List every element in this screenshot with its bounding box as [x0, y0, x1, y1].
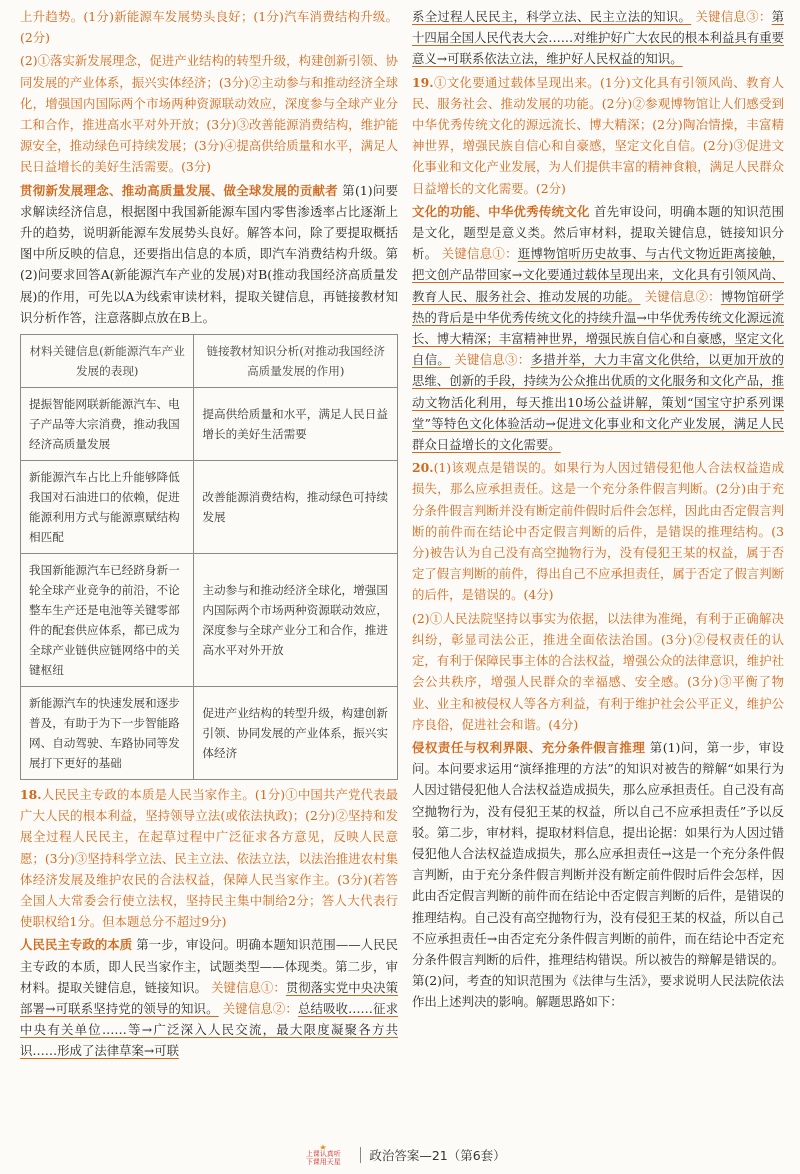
table-header: 链接教材知识分析(对推动我国经济高质量发展的作用) — [194, 335, 398, 388]
analysis-text: 第一步，审设问。明确本题知识范围——人民民主专政的本质，即人民当家作主，试题类型——体现类。第二步，审材料。提取关键信息，链接知识。 — [20, 937, 399, 995]
q18-analysis — [20, 934, 398, 1061]
key-info-label: 关键信息①： — [441, 246, 518, 262]
analysis-text: 系全过程人民民主，科学立法、民主立法的知识。 — [412, 9, 692, 24]
q17-analysis — [20, 180, 398, 328]
analysis-text: 首先审设问，明确本题的知识范围是文化，题型是意义类。然后审材料，提取关键信息，链接知识分析。 — [412, 203, 785, 262]
q18-analysis-cont — [412, 6, 784, 70]
table-header-row — [21, 335, 398, 388]
footer-divider — [360, 1147, 361, 1163]
answer-text: (1)该观点是错误的。如果行为人因过错侵犯他人合法权益造成损失，那么应承担责任。这是一个充分条件假言判断。(2分)由于充分条件假言判断并没有断定前件假时后件会怎样，因此由否定假言判断的前件而在结论中否定假言判断的后件，是错误的推理结构。(3分)被告认为自己没有高空抛物行为，没有侵犯王某的权益，属于否定了假言判断的前件，得出自己不应承担责任，属于否定了假言判断的后件，是错误的。(4分) — [412, 460, 784, 603]
left-column — [20, 6, 398, 1064]
q20-answer-part2: (2)①人民法院坚持以事实为依据，以法律为准绳，有利于正确解决纠纷，彰显司法公正，推进全面依法治国。(3分)②侵权责任的认定，有利于保障民事主体的合法权益，增强公众的法律意识，维护社会公共秩序，增强人民群众的幸福感、安全感。(3分)③平衡了物业、业主和被侵权人等各方利益，有利于维护社会公平正义，维护公序良俗，促进社会和谐。(4分) — [412, 610, 784, 732]
analysis-text: 第(1)问，第一步，审设问。本问要求运用“演绎推理的方法”的知识对被告的辩解“如果行为人因过错侵犯他人合法权益造成损失，那么应承担责任。自己没有高空抛物行为，没有侵犯王某的权益，所以自己不应承担责任”予以反驳。第二步，审材料，提取材料信息，提出论据：如果行为人因过错侵犯他人合法权益造成损失，那么应承担责任→这是一个充分条件假言判断，由于充分条件假言判断并没有断定前件假时后件会怎样，因此由否定假言判断的前件而在结论中否定假言判断的后件，是错误的推理结构。自己没有高空抛物行为，没有侵犯王某的权益，所以自己不应承担责任→由否定充分条件假言判断的前件，而在结论中否定充分条件假言判断的后件，推理结构错误。所以被告的辩解是错误的。第(2)问，考查的知识范围为《法律与生活》，要求说明人民法院依法作出上述判决的影响。解题思路如下： — [412, 739, 784, 1010]
key-info-label: 关键信息①： — [211, 979, 286, 995]
table-row — [21, 554, 398, 687]
right-column — [412, 6, 784, 1015]
q19-answer — [412, 72, 784, 199]
logo-text-bottom: 下课用天星 — [305, 1158, 341, 1166]
q19-analysis — [412, 201, 784, 455]
analysis-text: 贯彻落实党中央决策部署→可联系坚持党的领导的知识。 — [20, 979, 399, 1017]
logo-text-top: 上课认真听 — [305, 1150, 341, 1158]
table-row — [21, 687, 398, 780]
section-heading: 贯彻新发展理念、推动高质量发展、做全球发展的贡献者 — [20, 182, 338, 198]
question-number: 18. — [20, 787, 42, 803]
key-info-label: 关键信息②： — [222, 1001, 298, 1017]
table-cell: 提高供给质量和水平，满足人民日益增长的美好生活需要 — [194, 388, 398, 461]
analysis-text: 第十四届全国人民代表大会……对维护好广大农民的根本利益具有重要意义→可联系依法立法，维护好人民权益的知识。 — [412, 9, 785, 67]
analysis-text: 多措并举，大力丰富文化供给，以更加开放的思维、创新的手段，持续为公众推出优质的文化服务和文化产品，推动文物活化利用，每天推出10场公益讲解，策划“国宝守护系列课堂”等特色文化体验活动→促进文化事业和文化产业发展，满足人民群众日益增长的文化需要。 — [412, 352, 785, 453]
key-info-label: 关键信息③： — [454, 352, 531, 368]
answer-text: 人民民主专政的本质是人民当家作主。(1分)①中国共产党代表最广大人民的根本利益，坚持领导立法(或依法执政)；(2分)②坚持和发展全过程人民民主，在起草过程中广泛征求各方意见，反映人民意愿；(3分)③坚持科学立法、民主立法、依法立法，以法治推进农村集体经济发展及维护农民的合法权益，保障人民当家作主。(3分)(若答全国人大常委会行使立法权，坚持民主集中制给2分；答人大代表行使职权给1分。但本题总分不超过9分) — [20, 787, 398, 930]
analysis-table — [20, 334, 398, 780]
q20-answer-part1 — [412, 457, 784, 605]
analysis-text: 总结吸收……征求中央有关单位……等→广泛深入人民交流，最大限度凝聚各方共识……形成了法律草案→可联 — [20, 1001, 399, 1059]
analysis-text: 第(1)问要求解读经济信息，根据图中我国新能源车国内零售渗透率占比逐渐上升的趋势，说明新能源车发展势头良好。解答本问，除了要提取概括图中所反映的信息，还要指出信息的本质，即汽车消费结构升级。第(2)问要求回答A(新能源汽车产业的发展)对B(推动我国经济高质量发展)的作用，可先以A为线索审读材料，提取关键信息，再链接教材知识分析作答，注意落脚点放在B上。 — [20, 182, 398, 325]
q17-answer-part2: (2)①落实新发展理念，促进产业结构的转型升级，构建创新引领、协同发展的产业体系，振兴实体经济；(3分)②主动参与和推动经济全球化，增强国内国际两个市场两种资源联动效应，深度参与全球产业分工和合作，推进高水平对外开放；(3分)③改善能源消费结构，维护能源安全，推动绿色可持续发展；(3分)④提高供给质量和水平，满足人民日益增长的美好生活需要。(3分) — [20, 53, 398, 175]
q18-answer — [20, 784, 398, 932]
table-cell: 我国新能源汽车已经跻身新一轮全球产业竞争的前沿，不论整车生产还是电池等关键零部件的配套供应体系，都已成为全球产业链供应链网络中的关键枢纽 — [21, 554, 194, 687]
page-label: 政治答案—21（第6套） — [369, 1148, 506, 1163]
answer-text: ①文化要通过载体呈现出来。(1分)文化具有引领风尚、教育人民、服务社会、推动发展的功能。(2分)②参观博物馆让人们感受到中华优秀传统文化的源远流长、博大精深；(2分)陶冶情操，丰富精神世界，增强民族自信心和自豪感，坚定文化自信。(2分)③促进文化事业和文化产业发展，为人们提供丰富的精神食粮，满足人民群众日益增长的文化需要。(2分) — [412, 74, 784, 196]
question-number: 19. — [412, 74, 434, 90]
table-cell: 新能源汽车的快速发展和逐步普及，有助于为下一步智能路网、自动驾驶、车路协同等发展打下更好的基础 — [21, 687, 194, 780]
question-number: 20. — [412, 460, 434, 476]
table-cell: 促进产业结构的转型升级，构建创新引领、协同发展的产业体系，振兴实体经济 — [194, 687, 398, 780]
table-header: 材料关键信息(新能源汽车产业发展的表现) — [21, 335, 194, 388]
key-info-label: 关键信息③： — [695, 9, 772, 24]
table-row — [21, 461, 398, 554]
page-footer — [0, 1140, 800, 1170]
q20-analysis — [412, 737, 784, 1013]
key-info-label: 关键信息②： — [644, 288, 721, 304]
table-cell: 改善能源消费结构，推动绿色可持续发展 — [194, 461, 398, 554]
section-heading: 侵权责任与权利界限、充分条件假言推理 — [412, 739, 646, 755]
analysis-text: 博物馆研学热的背后是中华优秀传统文化的持续升温→中华优秀传统文化源远流长、博大精深；丰富精神世界，增强民族自信心和自豪感，坚定文化自信。 — [412, 288, 785, 368]
analysis-text: 逛博物馆听历史故事、与古代文物近距离接触，把文创产品带回家→文化要通过载体呈现出来，文化具有引领风尚、教育人民、服务社会、推动发展的功能。 — [412, 246, 785, 304]
table-cell: 提振智能网联新能源汽车、电子产品等大宗消费，推动我国经济高质量发展 — [21, 388, 194, 461]
table-cell: 新能源汽车占比上升能够降低我国对石油进口的依赖，促进能源利用方式与能源禀赋结构相匹配 — [21, 461, 194, 554]
publisher-logo — [294, 1144, 352, 1166]
table-cell: 主动参与和推动经济全球化，增强国内国际两个市场两种资源联动效应，深度参与全球产业分工和合作，推进高水平对外开放 — [194, 554, 398, 687]
section-heading: 人民民主专政的本质 — [20, 937, 133, 953]
section-heading: 文化的功能、中华优秀传统文化 — [412, 203, 590, 219]
table-row — [21, 388, 398, 461]
q17-answer-part1: 上升趋势。(1分)新能源车发展势头良好；(1分)汽车消费结构升级。(2分) — [20, 9, 398, 46]
